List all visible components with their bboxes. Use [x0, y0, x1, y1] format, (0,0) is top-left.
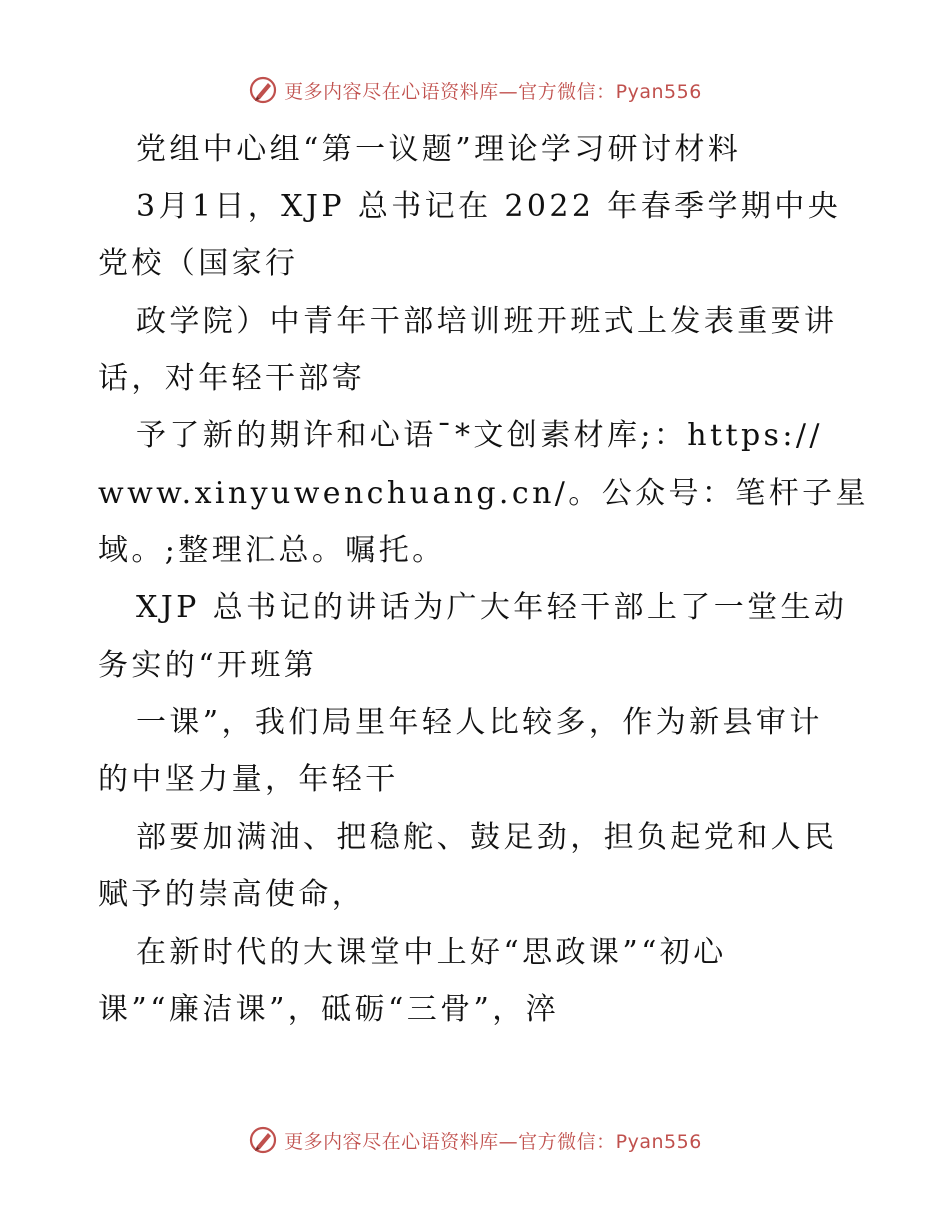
banner-text: 更多内容尽在心语资料库—官方微信：Pyan556 [284, 1130, 702, 1153]
paragraph-line: www.xinyuwenchuang.cn/。公众号：笔杆子星 [98, 476, 869, 511]
pen-logo-icon [248, 75, 278, 105]
paragraph-line: 政学院）中青年干部培训班开班式上发表重要讲 [136, 304, 838, 339]
paragraph-line: 一课”，我们局里年轻人比较多，作为新县审计 [136, 705, 823, 740]
paragraph-line: 的中坚力量，年轻干 [98, 762, 399, 797]
document-title: 党组中心组“第一议题”理论学习研讨材料 [136, 132, 742, 167]
paragraph-line: 课”“廉洁课”，砥砺“三骨”，淬 [98, 992, 560, 1027]
header-banner [0, 70, 950, 110]
paragraph-line: 部要加满油、把稳舵、鼓足劲，担负起党和人民 [136, 820, 838, 855]
paragraph-line: 予了新的期许和心语¯*文创素材库;：https:// [136, 418, 823, 453]
paragraph-line: 在新时代的大课堂中上好“思政课”“初心 [136, 935, 727, 970]
paragraph-line: 党校（国家行 [98, 246, 299, 281]
pen-logo-icon [248, 1125, 278, 1155]
paragraph-line: XJP 总书记的讲话为广大年轻干部上了一堂生动 [136, 590, 848, 625]
paragraph-line: 域。;整理汇总。嘱托。 [98, 533, 446, 568]
footer-banner [0, 1120, 950, 1160]
paragraph-line: 务实的“开班第 [98, 648, 318, 683]
paragraph-line: 赋予的崇高使命， [98, 877, 366, 912]
paragraph-line: 3月1日，XJP 总书记在 2022 年春季学期中央 [136, 189, 842, 224]
paragraph-line: 话，对年轻干部寄 [98, 361, 366, 396]
banner-text: 更多内容尽在心语资料库—官方微信：Pyan556 [284, 80, 702, 103]
